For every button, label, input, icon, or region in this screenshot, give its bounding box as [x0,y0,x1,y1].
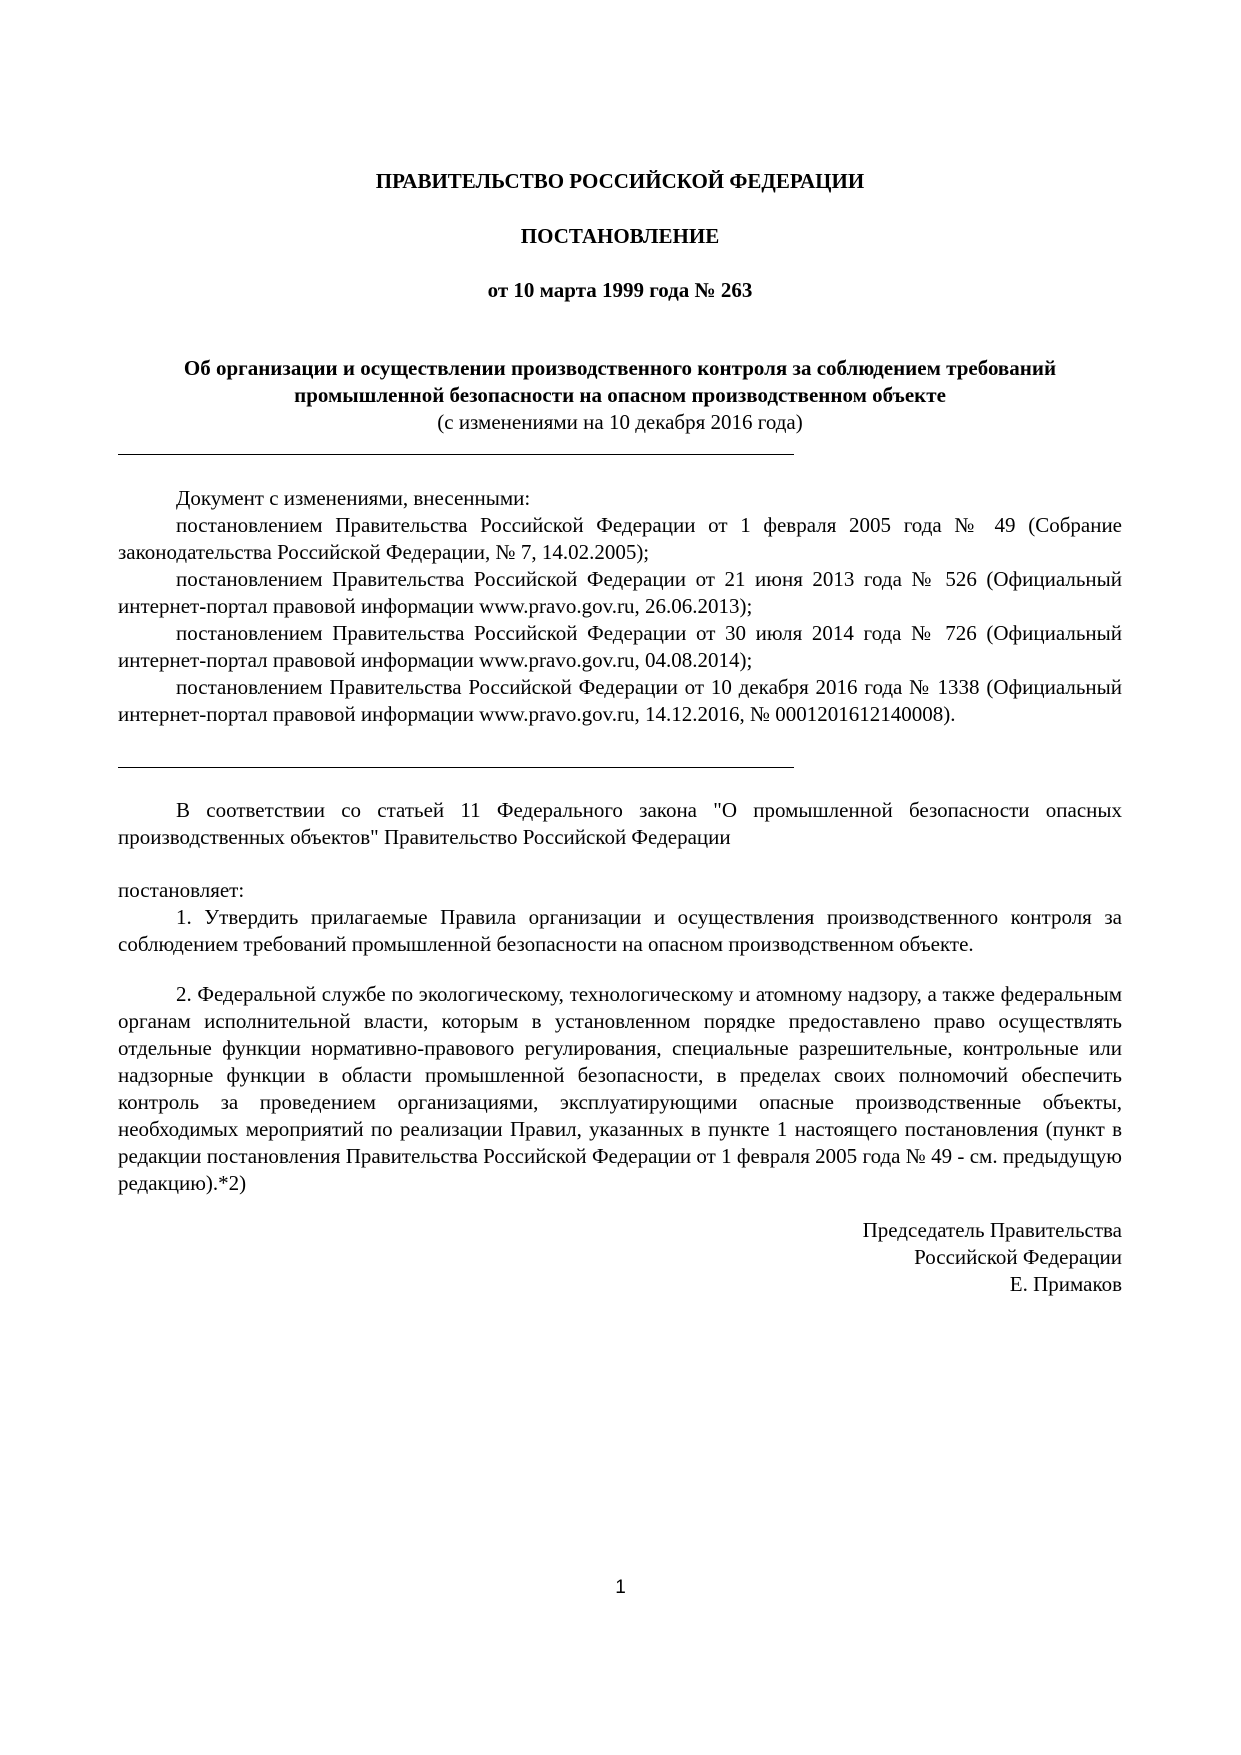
amendment-item: постановлением Правительства Российской Федерации от 21 июня 2013 года № 526 (Официальный интернет-портал правовой информации www.pravo.gov.ru, 26.06.2013); [118,567,1122,618]
date-number-heading: от 10 марта 1999 года № 263 [487,278,753,302]
separator-top [118,454,794,455]
resolves-word: постановляет: [118,878,245,902]
title-line-2: промышленной безопасности на опасном производственном объекте [294,383,946,407]
preamble-paragraph: В соответствии со статьей 11 Федерального закона "О промышленной безопасности опасных производственных объектов" Правительство Российской Федерации [118,798,1122,849]
signature-position-line-1: Председатель Правительства [862,1218,1122,1242]
document-type-heading: ПОСТАНОВЛЕНИЕ [520,224,720,248]
document-title [118,355,1122,436]
separator-bottom [118,767,794,768]
amendments-list [118,485,1122,728]
amendment-item: постановлением Правительства Российской Федерации от 10 декабря 2016 года № 1338 (Официальный интернет-портал правовой информации www.pravo.gov.ru, 14.12.2016, № 0001201612140008). [118,675,1122,726]
amendments-intro: Документ с изменениями, внесенными: [176,486,531,510]
page-number: 1 [615,1577,626,1598]
government-heading: ПРАВИТЕЛЬСТВО РОССИЙСКОЙ ФЕДЕРАЦИИ [375,169,865,193]
signature-block [118,1217,1122,1298]
point-2-paragraph: 2. Федеральной службе по экологическому, технологическому и атомному надзору, а также федеральным органам исполнительной власти, которым в установленном порядке предоставлено право осуществлять отдельные функции нормативно-правового регулирования, специальные разрешительные, контрольные или надзорные функции в области промышленной безопасности, в пределах своих полномочий обеспечить контроль за проведением организациями, эксплуатирующими опасные производственные объекты, необходимых мероприятий по реализации Правил, указанных в пункте 1 настоящего постановления (пункт в редакции постановления Правительства Российской Федерации от 1 февраля 2005 года № 49 - см. предыдущую редакцию).*2) [118,982,1122,1195]
signature-name: Е. Примаков [1009,1272,1122,1296]
signature-position-line-2: Российской Федерации [914,1245,1122,1269]
point-1-paragraph: 1. Утвердить прилагаемые Правила организации и осуществления производственного контроля за соблюдением требований промышленной безопасности на опасном производственном объекте. [118,905,1122,956]
amended-note: (с изменениями на 10 декабря 2016 года) [437,410,803,434]
amendment-item: постановлением Правительства Российской Федерации от 1 февраля 2005 года № 49 (Собрание законодательства Российской Федерации, № 7, 14.02.2005); [118,513,1122,564]
title-line-1: Об организации и осуществлении производственного контроля за соблюдением требований [183,356,1057,380]
amendment-item: постановлением Правительства Российской Федерации от 30 июля 2014 года № 726 (Официальный интернет-портал правовой информации www.pravo.gov.ru, 04.08.2014); [118,621,1122,672]
